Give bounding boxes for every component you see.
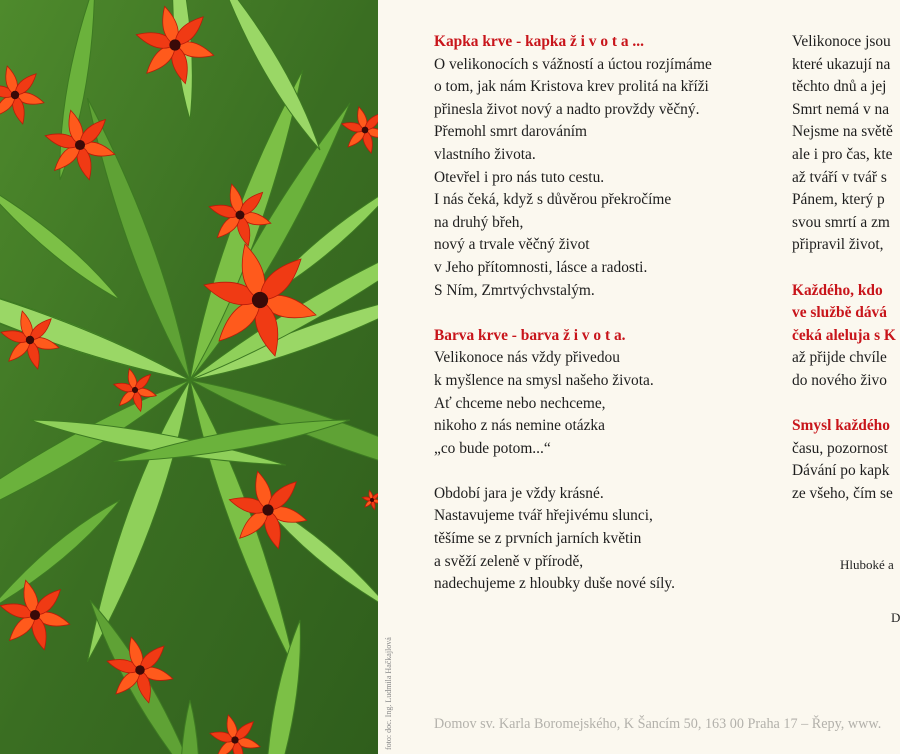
photo-credit-text: foto: doc. Ing. Ludmila Hačkajlová	[384, 637, 393, 750]
tulip-photo	[0, 0, 378, 754]
poem-line: nadechujeme z hloubky duše nové síly.	[434, 575, 675, 593]
poem-line: O velikonocích s vážností a úctou rozjímáme	[434, 55, 712, 73]
stanza-gap	[434, 460, 764, 483]
poem-line: vlastního života.	[434, 145, 536, 163]
poem-line: „co bude potom...“	[434, 439, 551, 457]
poem-line: o tom, jak nám Kristova krev prolitá na kříži	[434, 78, 709, 96]
poem-line: do nového živo	[792, 371, 887, 389]
stanza-heading: ve službě dává	[792, 304, 887, 322]
poem-line: S Ním, Zmrtvýchvstalým.	[434, 281, 595, 299]
poem-line: svou smrtí a zm	[792, 213, 890, 231]
poem-line: Dávání po kapk	[792, 462, 890, 480]
poem-line: Období jara je vždy krásné.	[434, 484, 604, 502]
stanza-heading: Barva krve - barva ž i v o t a.	[434, 326, 626, 344]
poem-line: Nejsme na světě	[792, 123, 893, 141]
poem-line: ze všeho, čím se	[792, 484, 893, 502]
poem-line: v Jeho přítomnosti, lásce a radosti.	[434, 258, 648, 276]
signature-line-1: Hluboké a	[840, 557, 894, 572]
poem-line: ale i pro čas, kte	[792, 145, 893, 163]
poem-line: těšíme se z prvních jarních květin	[434, 530, 642, 548]
poem-line: Smrt nemá v na	[792, 100, 890, 118]
poem-line: přinesla život nový a nadto provždy věčný.	[434, 100, 700, 118]
poem-line: Velikonoce nás vždy přivedou	[434, 349, 620, 367]
stanza-heading: Smysl každého	[792, 417, 890, 435]
poem-line: Velikonoce jsou	[792, 33, 891, 50]
poem-column-1	[434, 31, 764, 596]
poem-line: nikoho z nás nemine otázka	[434, 417, 605, 435]
poem-line: Pánem, který p	[792, 191, 885, 209]
photo-credit	[381, 584, 395, 754]
poem-line: k myšlence na smysl našeho života.	[434, 371, 654, 389]
poem-line: těchto dnů a jej	[792, 78, 887, 96]
poem-line: až přijde chvíle	[792, 349, 887, 367]
stanza-gap	[792, 393, 900, 416]
stanza-heading: Každého, kdo	[792, 281, 883, 299]
signature-line-2: D	[891, 610, 900, 625]
poem-column-2	[792, 31, 900, 505]
poem-line: na druhý břeh,	[434, 213, 524, 231]
poem-line: Nastavujeme tvář hřejivému slunci,	[434, 507, 653, 525]
poem-line: které ukazují na	[792, 55, 891, 73]
poem-line: Přemohl smrt darováním	[434, 123, 588, 141]
poem-line: připravil život,	[792, 236, 884, 254]
stanza-gap	[434, 302, 764, 325]
poem-line: Otevřel i pro nás tuto cestu.	[434, 168, 605, 186]
poem-line: I nás čeká, když s důvěrou překročíme	[434, 191, 672, 209]
poem-line: Ať chceme nebo nechceme,	[434, 394, 606, 412]
poem-line: nový a trvale věčný život	[434, 236, 590, 254]
stanza-gap	[792, 257, 900, 280]
footer-address: Domov sv. Karla Boromejského, K Šancím 50, 163 00 Praha 17 – Řepy, www.	[434, 716, 882, 732]
poem-line: a svěží zeleně v přírodě,	[434, 552, 584, 570]
stanza-heading: čeká aleluja s K	[792, 326, 896, 344]
stanza-heading: Kapka krve - kapka ž i v o t a ...	[434, 33, 644, 50]
poem-line: až tváří v tvář s	[792, 168, 887, 186]
poem-line: času, pozornost	[792, 439, 888, 457]
